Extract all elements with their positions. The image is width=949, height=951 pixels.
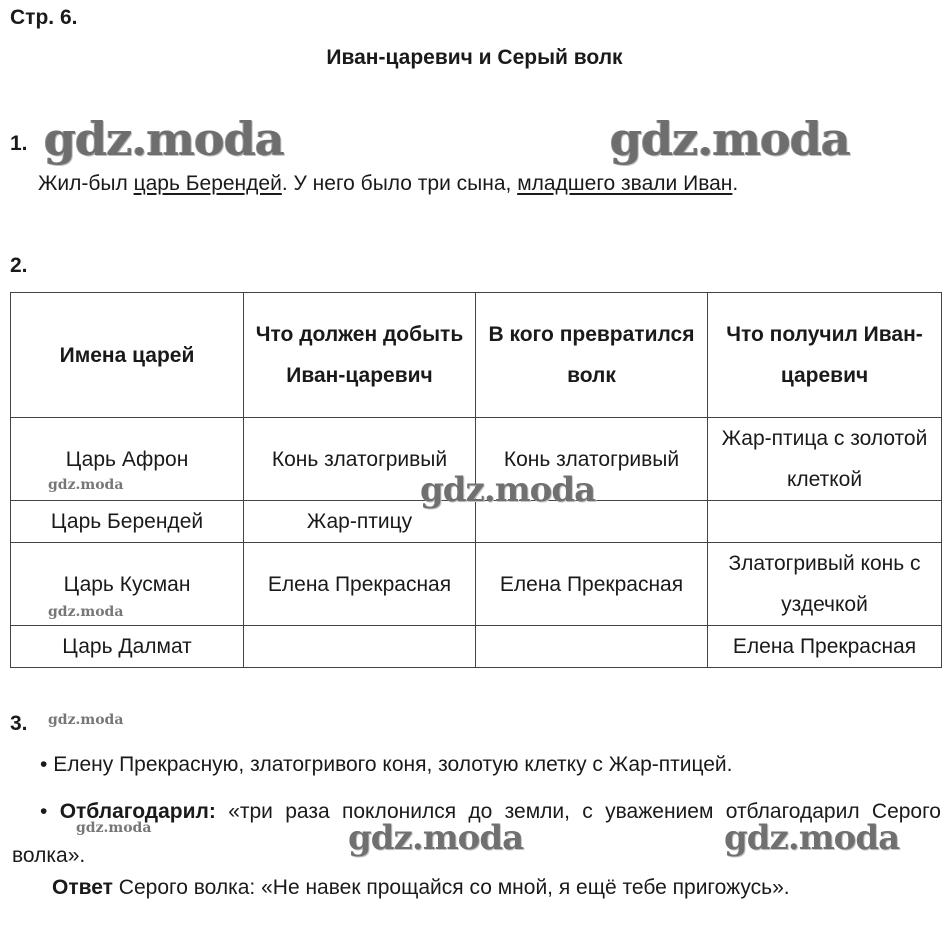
bullet-text: Елену Прекрасную, златогривого коня, золотую клетку с Жар-птицей. [53, 753, 733, 776]
watermark-small: gdz.moda [48, 604, 124, 620]
watermark-logo: gdz.moda [610, 112, 850, 166]
answer-label: Ответ [52, 876, 113, 899]
watermark-small: gdz.moda [48, 477, 124, 493]
table-cell: Жар-птица с золотой клеткой [708, 418, 942, 501]
column-header: В кого превратился волк [476, 293, 708, 418]
task-2-number: 2. [10, 254, 28, 277]
table-cell [708, 501, 942, 543]
task-1-suffix: . [732, 172, 739, 195]
table-cell: Царь Афрон [11, 418, 244, 501]
table-cell: Златогривый конь с уздечкой [708, 543, 942, 626]
watermark-logo: gdz.moda [348, 818, 524, 858]
watermark-small: gdz.moda [76, 820, 152, 836]
task-1-prefix: Жил-был [38, 172, 134, 195]
column-header: Имена царей [11, 293, 244, 418]
table-cell: Царь Кусман [11, 543, 244, 626]
watermark-logo: gdz.moda [44, 112, 284, 166]
table-cell: Царь Берендей [11, 501, 244, 543]
task-1-text [38, 172, 738, 196]
column-header: Что должен добыть Иван-царевич [244, 293, 476, 418]
table-row [11, 543, 942, 626]
table-cell: Жар-птицу [244, 501, 476, 543]
table-cell [476, 626, 708, 668]
table-header-row [11, 293, 942, 418]
table-cell: Елена Прекрасная [708, 626, 942, 668]
table-cell: Конь златогривый [244, 418, 476, 501]
underlined-phrase: царь Берендей [133, 172, 282, 195]
watermark-logo: gdz.moda [724, 818, 900, 858]
bullet-mark: • [40, 753, 48, 776]
task-1-middle: . У него было три сына, [281, 172, 518, 195]
bullet-item [40, 753, 733, 777]
task-1-number: 1. [10, 132, 28, 155]
page-title: Иван-царевич и Серый волк [326, 46, 623, 69]
task-3-number: 3. [10, 712, 28, 735]
underlined-phrase: младшего звали Иван [517, 172, 733, 195]
watermark-logo: gdz.moda [420, 470, 596, 510]
bullet-mark: • [40, 800, 48, 823]
answer-line [52, 876, 790, 900]
table-row [11, 626, 942, 668]
bullet-text: «три раза поклонился до земли, с уважением отблагодарил Серого волка». [12, 800, 941, 867]
table-cell: Елена Прекрасная [244, 543, 476, 626]
bold-label: Отблагодарил: [59, 800, 216, 823]
watermark-small: gdz.moda [48, 712, 124, 728]
table-cell: Конь златогривый [476, 418, 708, 501]
table-cell: Елена Прекрасная [476, 543, 708, 626]
page-label: Стр. 6. [10, 6, 78, 29]
table-cell [244, 626, 476, 668]
table-cell: Царь Далмат [11, 626, 244, 668]
column-header: Что получил Иван-царевич [708, 293, 942, 418]
answer-text: Серого волка: «Не навек прощайся со мной, я ещё тебе пригожусь». [118, 876, 790, 899]
